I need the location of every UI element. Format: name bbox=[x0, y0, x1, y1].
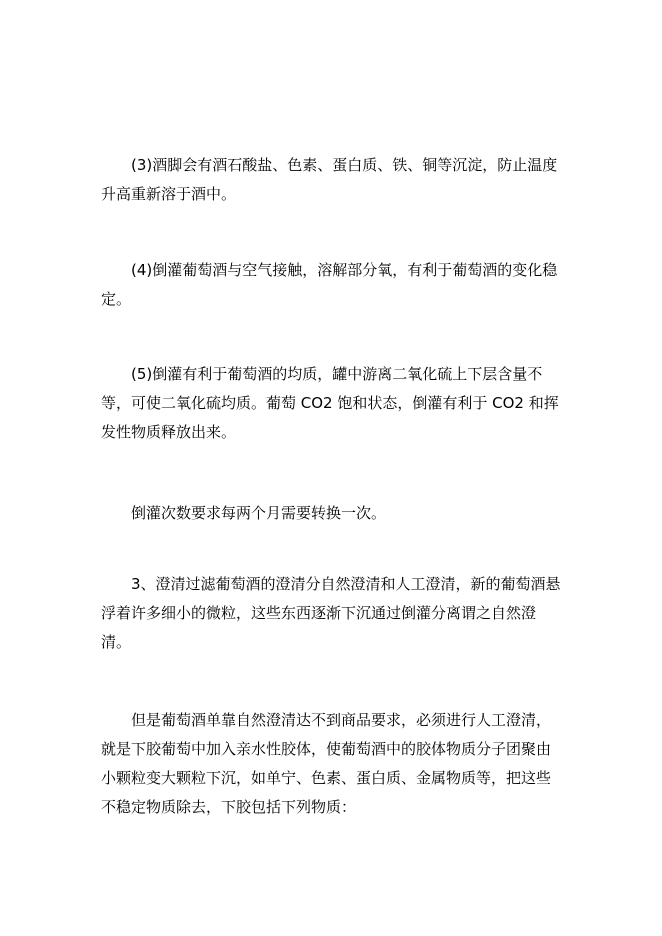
paragraph-oxygen: (4)倒灌葡萄酒与空气接触，溶解部分氧，有利于葡萄酒的变化稳定。 bbox=[101, 261, 558, 308]
paragraph-sediment: (3)酒脚会有酒石酸盐、色素、蛋白质、铁、铜等沉淀，防止温度升高重新溶于酒中。 bbox=[101, 156, 558, 203]
paragraph-clarification: 3、澄清过滤葡萄酒的澄清分自然澄清和人工澄清，新的葡萄酒悬浮着许多细小的微粒，这些东西逐渐下沉通过倒灌分离谓之自然澄清。 bbox=[101, 575, 561, 651]
paragraph-frequency: 倒灌次数要求每两个月需要转换一次。 bbox=[131, 504, 387, 522]
paragraph-homogeneity: (5)倒灌有利于葡萄酒的均质，罐中游离二氧化硫上下层含量不等，可使二氧化硫均质。葡萄 CO2 饱和状态，倒灌有利于 CO2 和挥发性物质释放出来。 bbox=[101, 365, 559, 441]
paragraph-fining: 但是葡萄酒单靠自然澄清达不到商品要求，必须进行人工澄清，就是下胶葡萄中加入亲水性胶体，使葡萄酒中的胶体物质分子团聚由小颗粒变大颗粒下沉，如单宁、色素、蛋白质、金属物质等，把这些不稳定物质除去，下胶包括下列物质： bbox=[101, 711, 552, 816]
